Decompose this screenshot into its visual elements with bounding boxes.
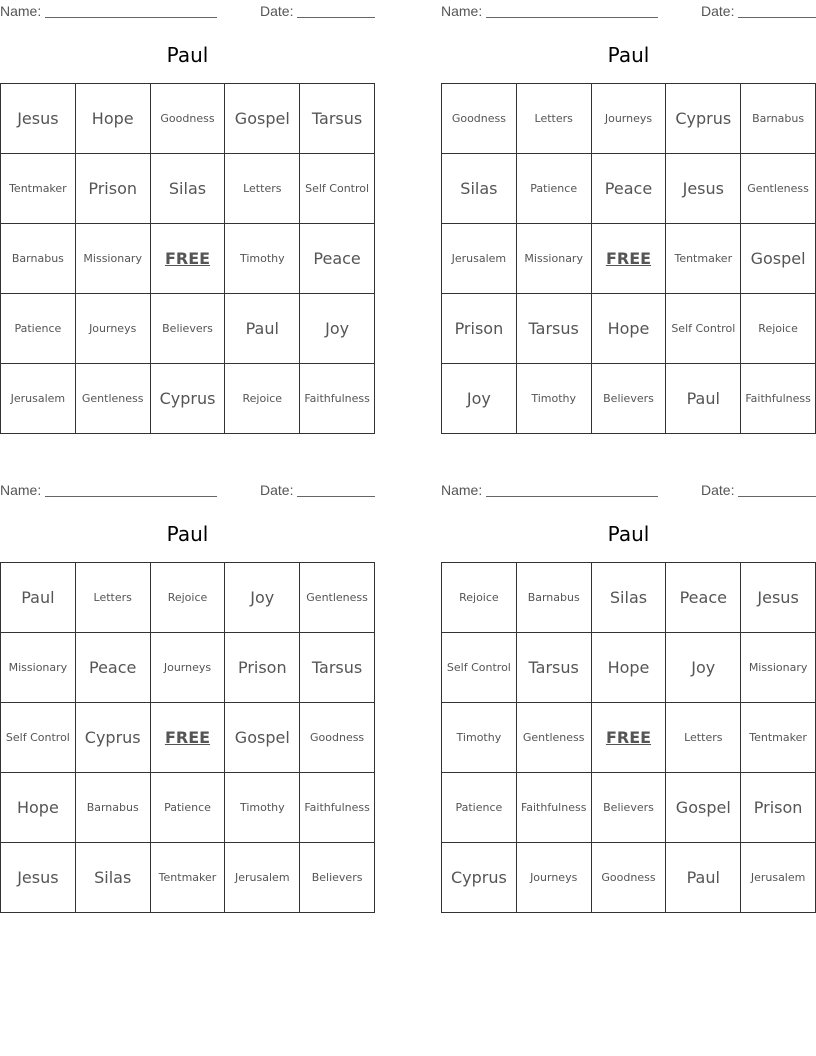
bingo-cell: Silas — [151, 154, 226, 224]
bingo-card-1 — [0, 0, 375, 434]
name-label: Name: — [0, 3, 42, 19]
bingo-cell: Jesus — [1, 84, 76, 154]
bingo-cell: Peace — [592, 154, 667, 224]
bingo-cell: Self Control — [666, 294, 741, 364]
bingo-cell: Tentmaker — [1, 154, 76, 224]
card-title: Paul — [166, 43, 209, 67]
date-line[interactable] — [297, 17, 375, 18]
date-label: Date: — [701, 3, 735, 19]
name-label: Name: — [441, 3, 483, 19]
bingo-cell: Peace — [300, 224, 375, 294]
bingo-cell: Tarsus — [300, 84, 375, 154]
bingo-grid — [441, 562, 816, 913]
bingo-cell: Joy — [300, 294, 375, 364]
bingo-cell: Patience — [151, 773, 226, 843]
bingo-cell: Barnabus — [741, 84, 816, 154]
bingo-cell: Joy — [225, 563, 300, 633]
bingo-cell: Joy — [442, 364, 517, 434]
bingo-cell: Gentleness — [741, 154, 816, 224]
bingo-cell: Prison — [76, 154, 151, 224]
bingo-cell: Gentleness — [517, 703, 592, 773]
bingo-cell: Faithfulness — [300, 364, 375, 434]
bingo-cell: Journeys — [76, 294, 151, 364]
bingo-cell: Paul — [666, 364, 741, 434]
bingo-cell: Peace — [666, 563, 741, 633]
bingo-grid — [0, 562, 375, 913]
free-space: FREE — [592, 703, 667, 773]
bingo-cell: Rejoice — [741, 294, 816, 364]
date-label: Date: — [701, 482, 735, 498]
name-date-row — [441, 480, 816, 500]
free-space: FREE — [151, 224, 226, 294]
bingo-cell: Faithfulness — [517, 773, 592, 843]
bingo-cell: Joy — [666, 633, 741, 703]
bingo-cell: Jerusalem — [442, 224, 517, 294]
bingo-cell: Rejoice — [225, 364, 300, 434]
bingo-cell: Gentleness — [300, 563, 375, 633]
bingo-cell: Cyprus — [151, 364, 226, 434]
name-line[interactable] — [45, 496, 217, 497]
bingo-grid — [441, 83, 816, 434]
bingo-cell: Tarsus — [300, 633, 375, 703]
bingo-cell: Prison — [741, 773, 816, 843]
bingo-cell: Gospel — [225, 84, 300, 154]
bingo-cell: Rejoice — [151, 563, 226, 633]
bingo-cell: Barnabus — [517, 563, 592, 633]
name-date-row — [0, 1, 375, 21]
bingo-cell: Hope — [592, 294, 667, 364]
bingo-cell: Patience — [517, 154, 592, 224]
bingo-cell: Believers — [300, 843, 375, 913]
bingo-cell: Paul — [666, 843, 741, 913]
bingo-cell: Timothy — [517, 364, 592, 434]
bingo-cell: Missionary — [517, 224, 592, 294]
bingo-cell: Jesus — [741, 563, 816, 633]
bingo-cell: Tentmaker — [741, 703, 816, 773]
bingo-cell: Goodness — [442, 84, 517, 154]
bingo-cell: Timothy — [225, 224, 300, 294]
bingo-cell: Jesus — [1, 843, 76, 913]
bingo-cell: Believers — [151, 294, 226, 364]
bingo-cell: Journeys — [517, 843, 592, 913]
bingo-cell: Letters — [225, 154, 300, 224]
bingo-cell: Rejoice — [442, 563, 517, 633]
free-space: FREE — [151, 703, 226, 773]
bingo-cell: Cyprus — [442, 843, 517, 913]
bingo-cell: Tentmaker — [666, 224, 741, 294]
card-title: Paul — [607, 43, 650, 67]
date-label: Date: — [260, 482, 294, 498]
date-label: Date: — [260, 3, 294, 19]
name-line[interactable] — [45, 17, 217, 18]
name-line[interactable] — [486, 17, 658, 18]
bingo-cell: Patience — [1, 294, 76, 364]
bingo-cell: Peace — [76, 633, 151, 703]
bingo-cell: Self Control — [442, 633, 517, 703]
bingo-cell: Believers — [592, 364, 667, 434]
bingo-cell: Self Control — [300, 154, 375, 224]
bingo-card-3 — [0, 479, 375, 913]
bingo-cell: Jerusalem — [741, 843, 816, 913]
bingo-cell: Tentmaker — [151, 843, 226, 913]
bingo-cell: Hope — [1, 773, 76, 843]
bingo-cell: Journeys — [592, 84, 667, 154]
bingo-cell: Patience — [442, 773, 517, 843]
bingo-cell: Tarsus — [517, 294, 592, 364]
bingo-cell: Missionary — [1, 633, 76, 703]
bingo-cell: Silas — [76, 843, 151, 913]
bingo-cell: Letters — [76, 563, 151, 633]
bingo-cell: Prison — [442, 294, 517, 364]
bingo-cell: Cyprus — [76, 703, 151, 773]
card-title: Paul — [166, 522, 209, 546]
bingo-cell: Gentleness — [76, 364, 151, 434]
bingo-cell: Gospel — [741, 224, 816, 294]
bingo-card-4 — [441, 479, 816, 913]
name-date-row — [0, 480, 375, 500]
name-date-row — [441, 1, 816, 21]
date-line[interactable] — [738, 17, 816, 18]
bingo-cell: Letters — [666, 703, 741, 773]
bingo-cell: Paul — [225, 294, 300, 364]
bingo-cell: Goodness — [151, 84, 226, 154]
name-label: Name: — [0, 482, 42, 498]
bingo-cell: Hope — [592, 633, 667, 703]
bingo-cell: Missionary — [741, 633, 816, 703]
bingo-cell: Timothy — [442, 703, 517, 773]
name-label: Name: — [441, 482, 483, 498]
bingo-cell: Faithfulness — [300, 773, 375, 843]
bingo-cell: Gospel — [666, 773, 741, 843]
bingo-cell: Believers — [592, 773, 667, 843]
name-line[interactable] — [486, 496, 658, 497]
card-title: Paul — [607, 522, 650, 546]
bingo-grid — [0, 83, 375, 434]
free-space: FREE — [592, 224, 667, 294]
bingo-cell: Paul — [1, 563, 76, 633]
bingo-cell: Goodness — [592, 843, 667, 913]
bingo-cell: Jerusalem — [1, 364, 76, 434]
bingo-card-2 — [441, 0, 816, 434]
date-line[interactable] — [297, 496, 375, 497]
bingo-cell: Jerusalem — [225, 843, 300, 913]
bingo-cell: Barnabus — [76, 773, 151, 843]
date-line[interactable] — [738, 496, 816, 497]
bingo-cell: Jesus — [666, 154, 741, 224]
bingo-cell: Prison — [225, 633, 300, 703]
bingo-cell: Letters — [517, 84, 592, 154]
bingo-cell: Silas — [442, 154, 517, 224]
bingo-cell: Barnabus — [1, 224, 76, 294]
bingo-cell: Cyprus — [666, 84, 741, 154]
bingo-cell: Tarsus — [517, 633, 592, 703]
bingo-cell: Silas — [592, 563, 667, 633]
bingo-cell: Goodness — [300, 703, 375, 773]
bingo-cell: Journeys — [151, 633, 226, 703]
bingo-cell: Gospel — [225, 703, 300, 773]
bingo-cell: Self Control — [1, 703, 76, 773]
bingo-cell: Missionary — [76, 224, 151, 294]
bingo-cell: Timothy — [225, 773, 300, 843]
bingo-cell: Hope — [76, 84, 151, 154]
bingo-cell: Faithfulness — [741, 364, 816, 434]
